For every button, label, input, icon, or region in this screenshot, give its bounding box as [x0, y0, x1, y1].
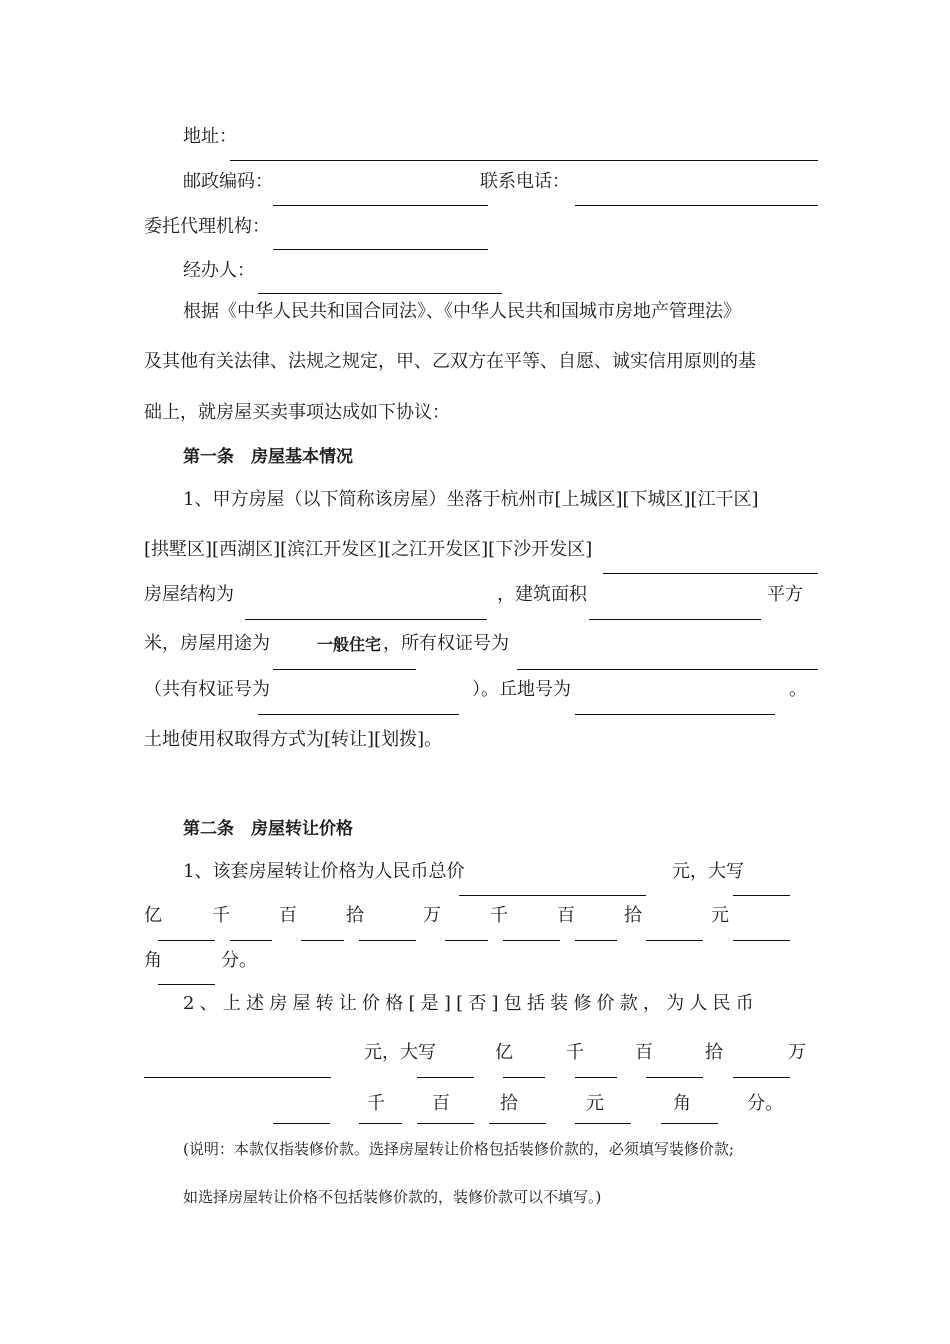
unit-qian: 千 — [212, 905, 230, 926]
deco-unit-shi: 拾 — [705, 1042, 723, 1063]
price-daxie-label: 元，大写 — [672, 861, 744, 882]
daxie-blank-yi[interactable] — [733, 895, 790, 896]
deco-blank-wan[interactable] — [733, 1077, 790, 1078]
structure-blank[interactable] — [245, 619, 487, 620]
agency-label: 委托代理机构： — [144, 216, 270, 237]
price-text: 1、该套房屋转让价格为人民币总价 — [183, 861, 465, 882]
handler-blank[interactable] — [258, 293, 502, 294]
deco-unit-qian: 千 — [566, 1042, 584, 1063]
usage-value: 一般住宅 — [317, 635, 382, 654]
land-no-label: ）。丘地号为 — [472, 679, 571, 700]
cert-blank[interactable] — [517, 669, 818, 670]
phone-label: 联系电话： — [480, 171, 570, 192]
article-1-para-1-line-1: 1、甲方房屋（以下简称该房屋）坐落于杭州市[上城区][下城区][江干区] — [183, 489, 759, 510]
unit-bai: 百 — [279, 905, 297, 926]
note-line-1: (说明：本款仅指装修价款。选择房屋转让价格包括装修价款的，必须填写装修价款; — [183, 1140, 734, 1158]
deco-blank-yuan[interactable] — [489, 1123, 546, 1124]
shared-cert-blank[interactable] — [258, 714, 459, 715]
deco-unit-fen: 分。 — [747, 1093, 783, 1114]
shared-cert-label: （共有权证号为 — [144, 679, 270, 700]
unit-shi-2: 拾 — [624, 905, 642, 926]
daxie-blank-qian-2[interactable] — [445, 940, 488, 941]
deco-blank-yi[interactable] — [417, 1077, 474, 1078]
postcode-label: 邮政编码： — [183, 171, 273, 192]
deco-unit-wan: 万 — [788, 1042, 806, 1063]
unit-jiao: 角 — [144, 950, 162, 971]
phone-blank[interactable] — [575, 205, 818, 206]
daxie-blank-qian[interactable] — [158, 940, 215, 941]
note-line-2: 如选择房屋转让价格不包括装修价款的，装修价款可以不填写。) — [183, 1188, 602, 1206]
cert-label: ，所有权证号为 — [383, 633, 509, 654]
deco-unit-shi-2: 拾 — [500, 1093, 518, 1114]
daxie-blank-shi-2[interactable] — [575, 940, 617, 941]
deco-blank-bai[interactable] — [575, 1077, 617, 1078]
decoration-daxie-label: 元，大写 — [364, 1042, 436, 1063]
land-no-period: 。 — [789, 679, 807, 700]
postcode-blank[interactable] — [273, 205, 488, 206]
article-1-title: 第一条 房屋基本情况 — [183, 447, 353, 467]
sqm-label-1: 平方 — [767, 584, 803, 605]
area-label: ，建筑面积 — [497, 584, 587, 605]
preamble-line-2: 及其他有关法律、法规之规定，甲、乙双方在平等、自愿、诚实信用原则的基 — [144, 351, 756, 372]
price-blank[interactable] — [459, 895, 646, 896]
usage-blank[interactable] — [273, 669, 416, 670]
area-blank[interactable] — [589, 619, 761, 620]
agency-blank[interactable] — [273, 249, 488, 250]
land-method: 土地使用权取得方式为[转让][划拨]。 — [144, 729, 443, 750]
deco-blank-qian-2[interactable] — [273, 1123, 330, 1124]
unit-wan: 万 — [423, 905, 441, 926]
address-label: 地址： — [183, 126, 237, 147]
decoration-amount-blank[interactable] — [144, 1077, 331, 1078]
deco-blank-shi-2[interactable] — [417, 1123, 474, 1124]
deco-blank-shi[interactable] — [646, 1077, 703, 1078]
daxie-blank-yuan[interactable] — [646, 940, 703, 941]
daxie-blank-jiao[interactable] — [733, 940, 790, 941]
deco-unit-qian-2: 千 — [367, 1093, 385, 1114]
article-1-para-1-line-2: [拱墅区][西湖区][滨江开发区][之江开发区][下沙开发区] — [144, 539, 593, 560]
unit-bai-2: 百 — [557, 905, 575, 926]
daxie-blank-shi[interactable] — [301, 940, 344, 941]
daxie-blank-wan[interactable] — [359, 940, 416, 941]
address-blank[interactable] — [230, 160, 818, 161]
daxie-blank-fen[interactable] — [158, 984, 215, 985]
unit-yuan: 元 — [711, 905, 729, 926]
decoration-clause-line-1: 2、上述房屋转让价格[是][否]包括装修价款，为人民币 — [183, 993, 759, 1014]
preamble-line-3: 础上，就房屋买卖事项达成如下协议： — [144, 402, 450, 423]
deco-unit-yuan: 元 — [586, 1093, 604, 1114]
deco-unit-jiao: 角 — [673, 1093, 691, 1114]
deco-unit-yi: 亿 — [495, 1042, 513, 1063]
handler-label: 经办人： — [183, 260, 255, 281]
daxie-blank-bai[interactable] — [230, 940, 272, 941]
unit-yi: 亿 — [144, 905, 162, 926]
deco-unit-bai-2: 百 — [432, 1093, 450, 1114]
daxie-blank-bai-2[interactable] — [503, 940, 560, 941]
deco-blank-bai-2[interactable] — [359, 1123, 402, 1124]
preamble-line-1: 根据《中华人民共和国合同法》、《中华人民共和国城市房地产管理法》 — [183, 301, 741, 322]
unit-fen: 分。 — [221, 950, 257, 971]
deco-blank-fen[interactable] — [661, 1123, 718, 1124]
article-2-title: 第二条 房屋转让价格 — [183, 819, 353, 839]
structure-label: 房屋结构为 — [144, 584, 234, 605]
unit-qian-2: 千 — [490, 905, 508, 926]
area-blank-top[interactable] — [603, 573, 818, 574]
deco-blank-qian[interactable] — [503, 1077, 545, 1078]
usage-label: 米，房屋用途为 — [144, 633, 270, 654]
unit-shi: 拾 — [346, 905, 364, 926]
deco-blank-jiao[interactable] — [575, 1123, 631, 1124]
land-no-blank[interactable] — [575, 714, 775, 715]
deco-unit-bai: 百 — [635, 1042, 653, 1063]
